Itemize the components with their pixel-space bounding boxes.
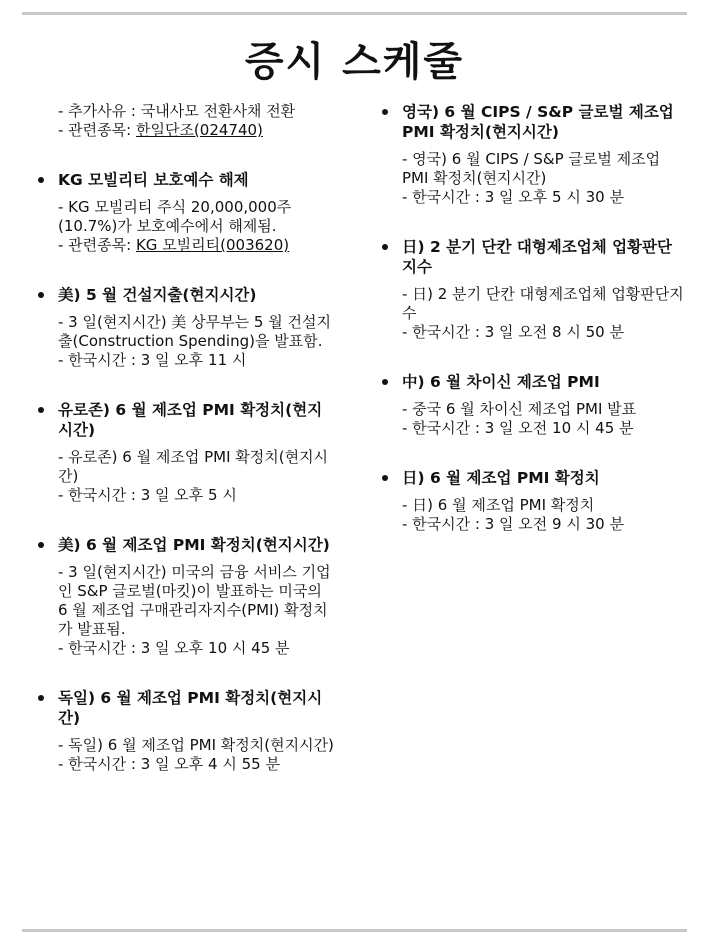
schedule-item	[36, 688, 336, 774]
schedule-item	[36, 535, 336, 658]
detail-line: - 한국시간 : 3 일 오전 8 시 50 분	[402, 323, 624, 341]
detail-line: - 추가사유 : 국내사모 전환사채 전환	[58, 102, 296, 120]
schedule-item	[36, 400, 336, 505]
detail-line: - 3 일(현지시간) 美 상무부는 5 월 건설지출(Construction Spending)을 발표함.	[58, 313, 331, 350]
schedule-item-title: 中) 6 월 차이신 제조업 PMI	[380, 372, 686, 392]
schedule-item	[380, 102, 686, 207]
detail-line: - 한국시간 : 3 일 오후 11 시	[58, 351, 247, 369]
schedule-item	[380, 372, 686, 438]
detail-line: - KG 모빌리티 주식 20,000,000주(10.7%)가 보호예수에서 해제됨.	[58, 198, 292, 235]
detail-line: - 독일) 6 월 제조업 PMI 확정치(현지시간)	[58, 736, 334, 754]
schedule-item	[380, 237, 686, 342]
detail-line: - 한국시간 : 3 일 오전 9 시 30 분	[402, 515, 624, 533]
related-stock-link[interactable]: KG 모빌리티(003620)	[135, 236, 290, 254]
detail-line: - 영국) 6 월 CIPS / S&P 글로벌 제조업 PMI 확정치(현지시간)	[402, 150, 661, 187]
detail-line: - 日) 6 월 제조업 PMI 확정치	[402, 496, 595, 514]
related-stock-link[interactable]: 한일단조(024740)	[135, 121, 263, 139]
schedule-item	[380, 468, 686, 534]
schedule-item-title: 日) 6 월 제조업 PMI 확정치	[380, 468, 686, 488]
schedule-item	[36, 170, 336, 255]
detail-line: - 중국 6 월 차이신 제조업 PMI 발표	[402, 400, 637, 418]
detail-line: - 한국시간 : 3 일 오후 5 시	[58, 486, 237, 504]
continued-item	[36, 102, 336, 140]
detail-line: - 관련종목: KG 모빌리티(003620)	[58, 236, 290, 254]
detail-line: - 한국시간 : 3 일 오후 5 시 30 분	[402, 188, 624, 206]
detail-line: - 한국시간 : 3 일 오전 10 시 45 분	[402, 419, 634, 437]
left-column	[36, 102, 336, 804]
schedule-item-title: 美) 6 월 제조업 PMI 확정치(현지시간)	[36, 535, 336, 555]
detail-line: - 3 일(현지시간) 미국의 금융 서비스 기업인 S&P 글로벌(마킷)이 발표하는 미국의 6 월 제조업 구매관리자지수(PMI) 확정치가 발표됨.	[58, 563, 331, 638]
right-column	[380, 102, 686, 564]
schedule-item	[36, 285, 336, 370]
bottom-divider	[22, 929, 687, 932]
detail-line: - 日) 2 분기 단칸 대형제조업체 업황판단지수	[402, 285, 684, 322]
schedule-item-title: 영국) 6 월 CIPS / S&P 글로벌 제조업 PMI 확정치(현지시간)	[380, 102, 686, 142]
detail-line: - 관련종목: 한일단조(024740)	[58, 121, 263, 139]
detail-line: - 한국시간 : 3 일 오후 4 시 55 분	[58, 755, 280, 773]
detail-line: - 한국시간 : 3 일 오후 10 시 45 분	[58, 639, 290, 657]
page-title: 증시 스케줄	[244, 39, 465, 85]
schedule-item-title: 독일) 6 월 제조업 PMI 확정치(현지시간)	[36, 688, 336, 728]
schedule-item-title: 日) 2 분기 단칸 대형제조업체 업황판단지수	[380, 237, 686, 277]
top-divider	[22, 12, 687, 15]
schedule-item-title: 美) 5 월 건설지출(현지시간)	[36, 285, 336, 305]
detail-line: - 유로존) 6 월 제조업 PMI 확정치(현지시간)	[58, 448, 329, 485]
schedule-item-title: 유로존) 6 월 제조업 PMI 확정치(현지시간)	[36, 400, 336, 440]
schedule-item-title: KG 모빌리티 보호예수 해제	[36, 170, 336, 190]
